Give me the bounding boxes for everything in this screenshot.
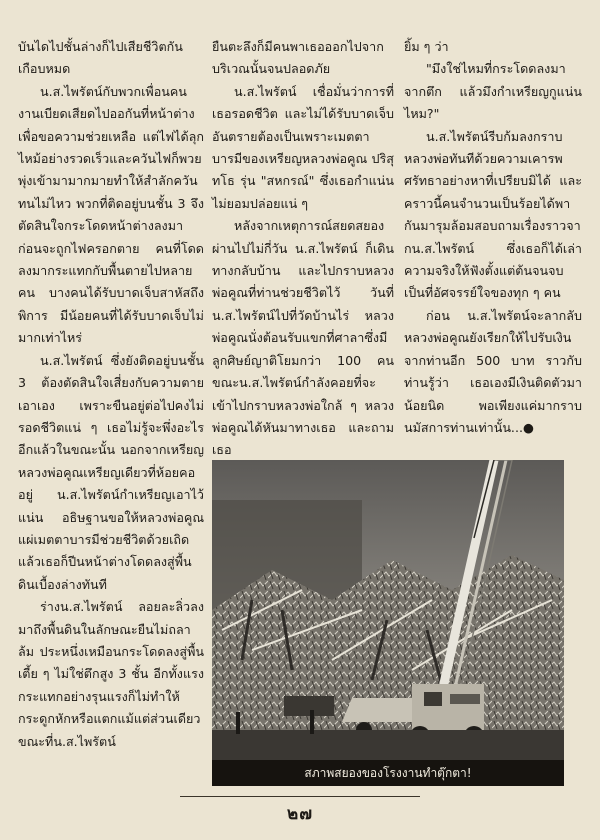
paragraph: "มึงใช่ไหมที่กระโดดลงมาจากตึก แล้วมึงกำเหรียญกูแน่นไหม?": [404, 61, 582, 122]
paragraph-text: ก่อน น.ส.ไพรัตน์จะลากลับ หลวงพ่อคูณยังเรียกให้ไปรับเงินจากท่านอีก 500 บาท ราวกับท่านรู้ว่า เธอเองมีเงินติดตัวมาน้อยนิด พอเพียงแค่มากราบนมัสการท่านเท่านั้น...: [404, 307, 582, 435]
paragraph: บันไดไปชั้นล่างก็ไปเสียชีวิตกันเกือบหมด: [18, 39, 183, 77]
end-mark: ●: [522, 419, 534, 435]
paragraph: ร่างน.ส.ไพรัตน์ ลอยละลิ่วลงมาถึงพื้นดินในลักษณะยืนไม่ถลาล้ม ประหนึ่งเหมือนกระโดดลงสู่พื้นเตี้ย ๆ ไม่ใช่ตึกสูง 3 ชั้น อีกทั้งแรงกระแทกอย่างรุนแรงก็ไม่ทำให้กระดูกหักหรือแตกแม้แต่ส่วนเดียว ขณะที่น.ส.ไพรัตน์: [18, 599, 204, 749]
photo-caption: สภาพสยองของโรงงานทำตุ๊กตา!: [212, 760, 564, 786]
collapsed-building-image: [212, 460, 564, 760]
text-column-left: [18, 36, 204, 753]
paragraph: หลังจากเหตุการณ์สยดสยองผ่านไปไม่กี่วัน น.ส.ไพรัตน์ ก็เดินทางกลับบ้าน และไปกราบหลวงพ่อคูณที่ท่านช่วยชีวิตไว้ วันที่น.ส.ไพรัตน์ไปที่วัดบ้านไร่ หลวงพ่อคูณนั่งต้อนรับแขกที่ศาลาซึ่งมีลูกศิษย์ญาติโยมกว่า 100 คน ขณะน.ส.ไพรัตน์กำลังคอยที่จะเข้าไปกราบหลวงพ่อใกล้ ๆ หลวงพ่อคูณได้หันมาทางเธอ และถามเธอ: [212, 218, 394, 458]
paragraph: ยิ้ม ๆ ว่า: [404, 39, 449, 54]
paragraph: น.ส.ไพรัตน์กับพวกเพื่อนคนงานเบียดเสียดไปออกันที่หน้าต่างเพื่อขอความช่วยเหลือ แต่ไฟได้ลุกไหม้อย่างรวดเร็วและควันไฟก็พวยพุ่งเข้ามามากมายทำให้สำลักควันทนไม่ไหว พวกที่ติดอยู่บนชั้น 3 จึงตัดสินใจกระโดดหน้าต่างลงมาก่อนจะถูกไฟครอกตาย คนที่โดดลงมากระแทกกับพื้นตายไปหลายคน บางคนได้รับบาดเจ็บสาหัสถึงพิการ มีน้อยคนที่ได้รับบาดเจ็บไม่มากเท่าไหร่: [18, 83, 204, 346]
paragraph: น.ส.ไพรัตน์รีบก้มลงกราบหลวงพ่อทันทีด้วยความเคารพศรัทธาอย่างหาที่เปรียบมิได้ และคราวนี้คนจำนวนเป็นร้อยได้พากันมารุมล้อมสอบถามเรื่องราวจากน.ส.ไพรัตน์ ซึ่งเธอก็ได้เล่าความจริงให้ฟังตั้งแต่ต้นจนจบ เป็นที่อัศจรรย์ใจของทุก ๆ คน: [404, 128, 582, 301]
page-number-divider: [180, 796, 420, 797]
paragraph: น.ส.ไพรัตน์ เชื่อมั่นว่าการที่เธอรอดชีวิต และไม่ได้รับบาดเจ็บอันตรายต้องเป็นเพราะเมตตาบารมีของเหรียญหลวงพ่อคูณ ปริสุทโธ รุ่น "สหกรณ์" ซึ่งเธอกำแน่นไม่ยอมปล่อยแน่ ๆ: [212, 83, 394, 211]
text-column-right: [404, 36, 582, 439]
text-column-middle: [212, 36, 394, 462]
paragraph: น.ส.ไพรัตน์ ซึ่งยังติดอยู่บนชั้น 3 ต้องตัดสินใจเสี่ยงกับความตายเอาเอง เพราะขืนอยู่ต่อไปคงไม่รอดชีวิตแน่ ๆ เธอไม่รู้จะพึ่งอะไรอีกแล้วในขณะนั้น นอกจากเหรียญหลวงพ่อคูณเหรียญเดียวที่ห้อยคออยู่ น.ส.ไพรัตน์กำเหรียญเอาไว้แน่น อธิษฐานขอให้หลวงพ่อคูณแผ่เมตตาบารมีช่วยชีวิตด้วยเถิด แล้วเธอก็ปีนหน้าต่างโดดลงสู่พื้นดินเบื้องล่างทันที: [18, 352, 204, 592]
factory-ruins-photo: [212, 460, 564, 760]
paragraph: ยืนตะลึงก็มีคนพาเธอออกไปจากบริเวณนั้นจนปลอดภัย: [212, 39, 384, 77]
paragraph: [404, 305, 582, 439]
page-number: ๒๗: [287, 804, 313, 824]
